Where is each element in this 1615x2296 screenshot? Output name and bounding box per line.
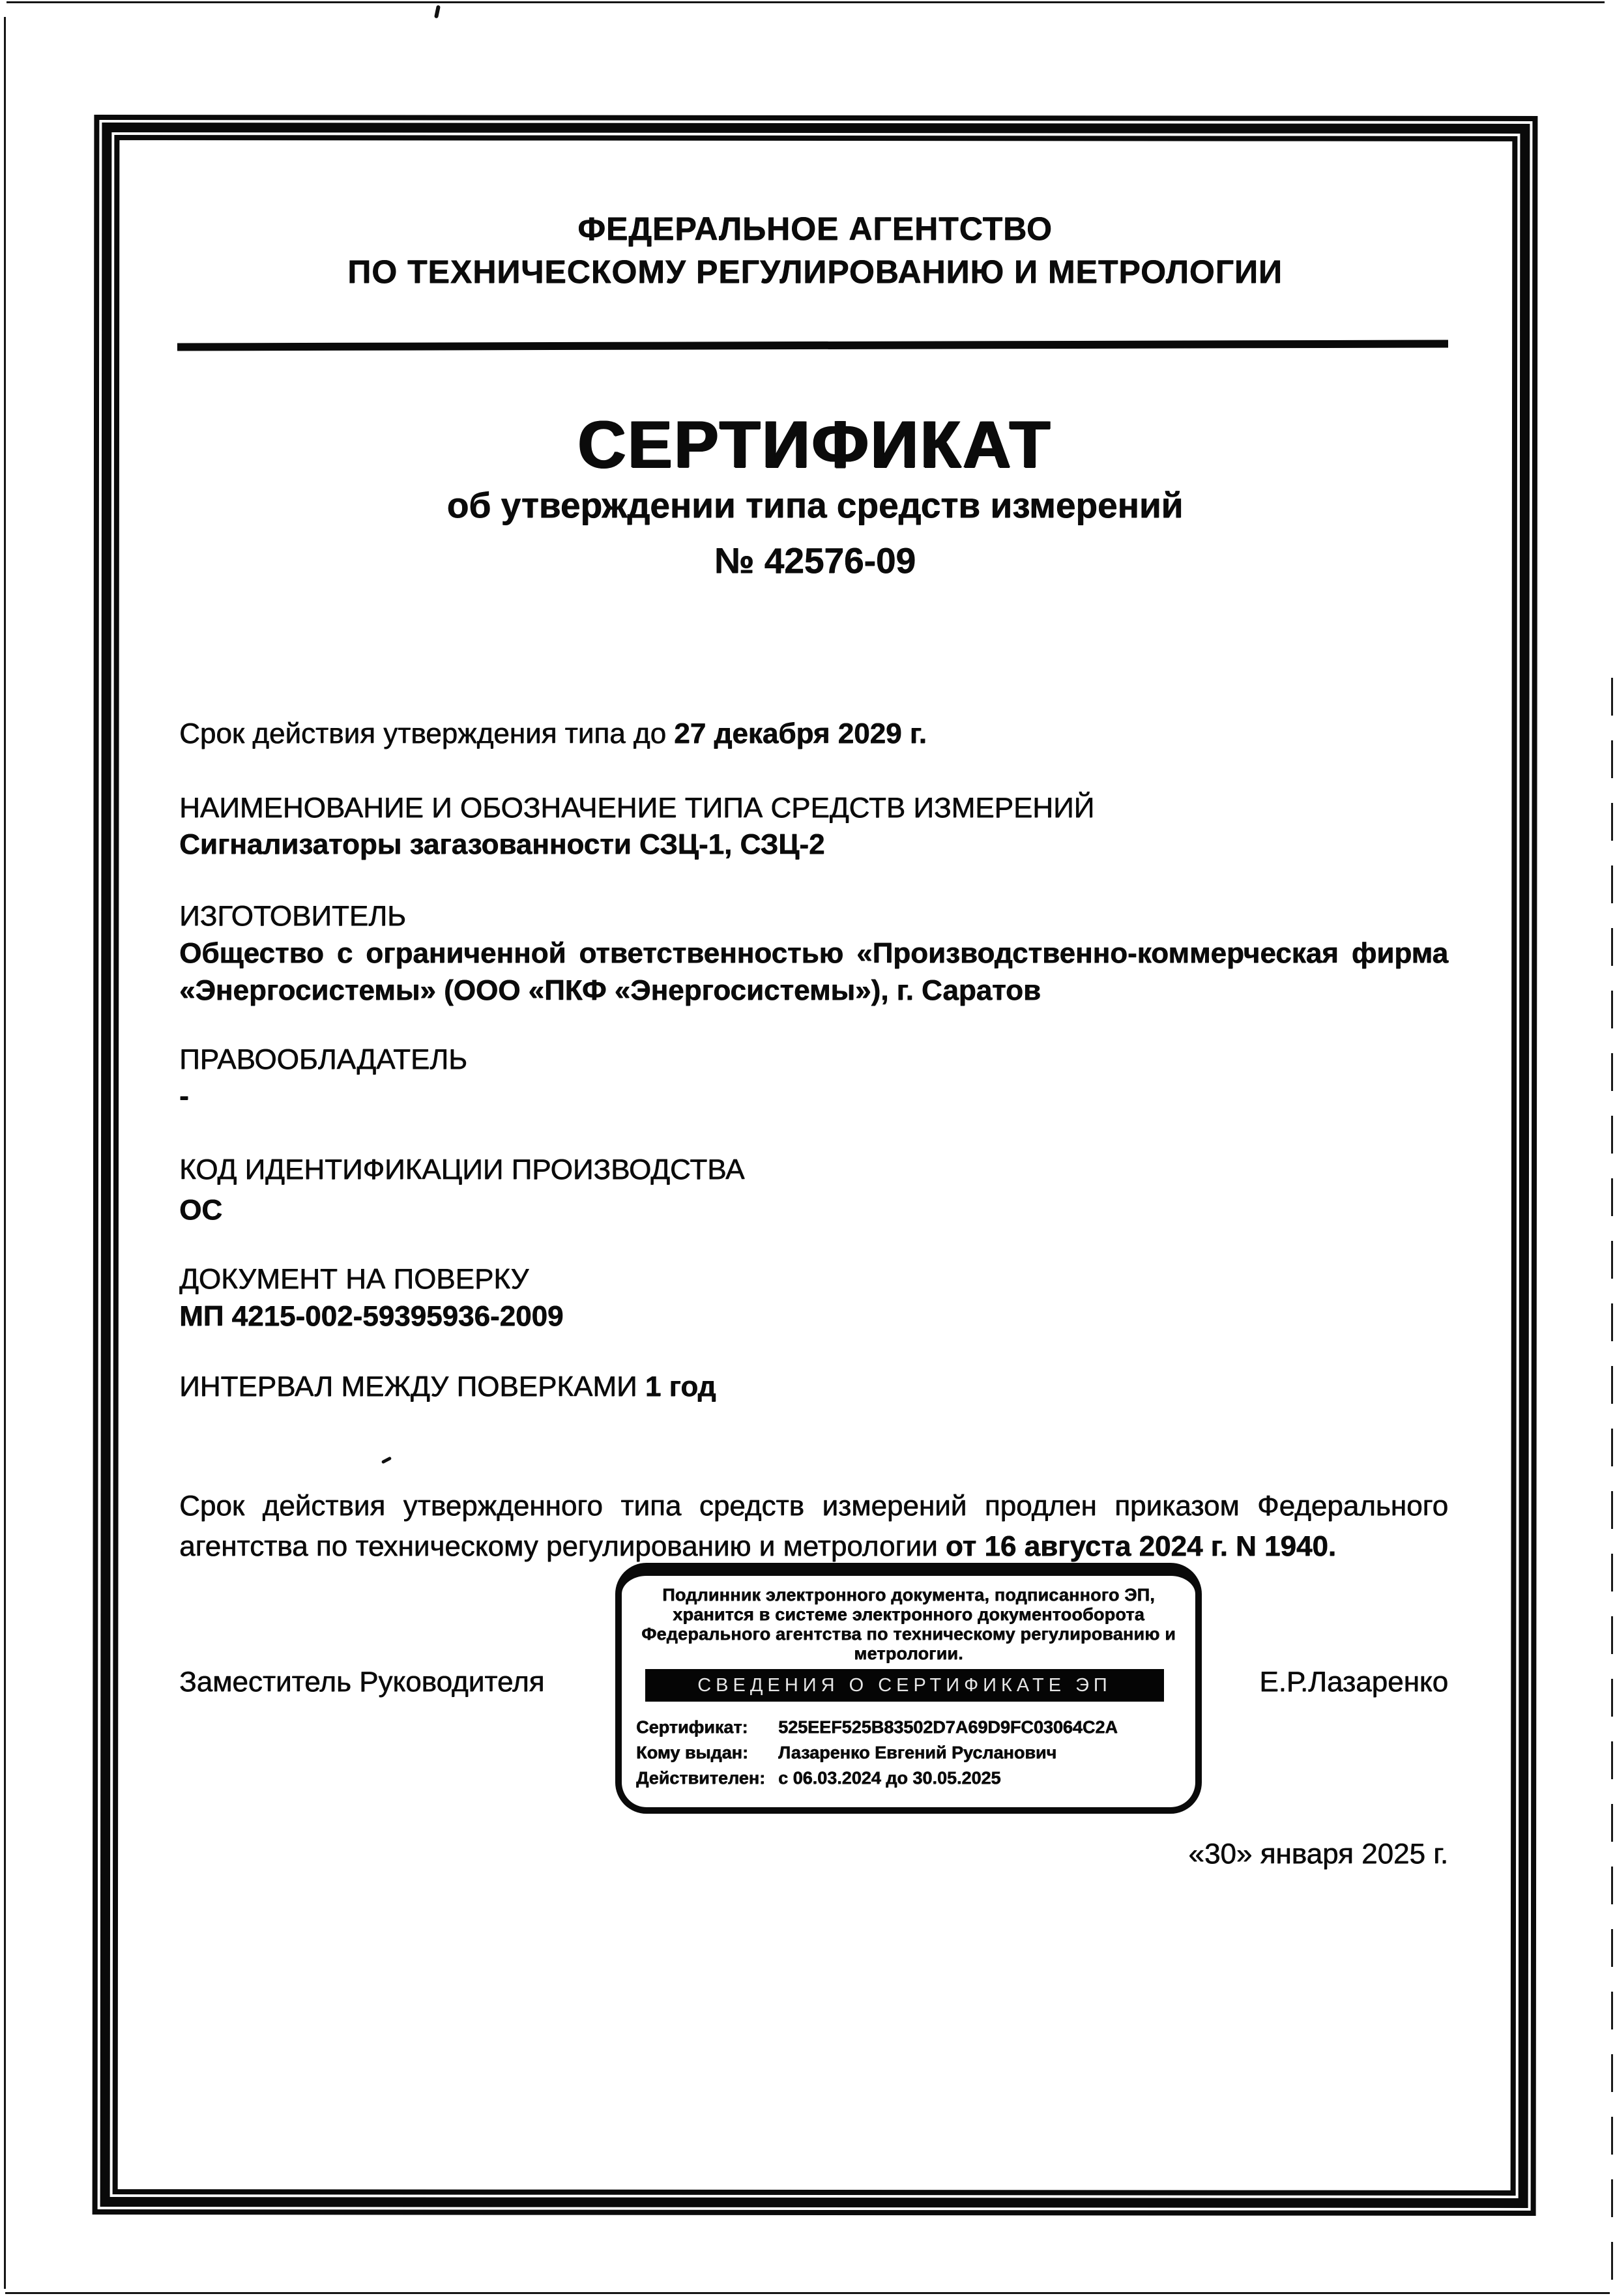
signer-position: Заместитель Руководителя bbox=[179, 1666, 545, 1698]
interval-label: ИНТЕРВАЛ МЕЖДУ ПОВЕРКАМИ bbox=[179, 1371, 645, 1402]
name-label: НАИМЕНОВАНИЕ И ОБОЗНАЧЕНИЕ ТИПА СРЕДСТВ ИЗМЕРЕНИЙ bbox=[179, 792, 1095, 824]
extension-line2-prefix: агентства по техническому регулированию и метрологии bbox=[179, 1530, 946, 1562]
stamp-cert-value: 525EEF525B83502D7A69D9FC03064C2A bbox=[778, 1717, 1118, 1737]
scan-edge-right bbox=[1611, 678, 1613, 2288]
scan-edge-left bbox=[4, 17, 6, 2289]
manufacturer-line2: «Энергосистемы» (ООО «ПКФ «Энергосистемы»), г. Саратов bbox=[179, 974, 1041, 1006]
stamp-title-bar bbox=[645, 1669, 1164, 1702]
manufacturer-section bbox=[179, 897, 1448, 1009]
extension-line2-order: от 16 августа 2024 г. N 1940. bbox=[945, 1530, 1337, 1562]
validity-date: 27 декабря 2029 г. bbox=[674, 718, 927, 749]
rights-holder-value: - bbox=[179, 1080, 189, 1112]
agency-header-line1: ФЕДЕРАЛЬНОЕ АГЕНТСТВО bbox=[577, 211, 1053, 247]
certificate-date: «30» января 2025 г. bbox=[1188, 1838, 1448, 1870]
stamp-valid-label: Действителен: bbox=[636, 1768, 765, 1788]
stamp-info-line2: хранится в системе электронного документооборота bbox=[673, 1605, 1144, 1624]
signer-name: Е.Р.Лазаренко bbox=[1259, 1666, 1448, 1698]
extension-paragraph bbox=[179, 1486, 1448, 1567]
extension-line2 bbox=[179, 1526, 1448, 1567]
certificate-title: СЕРТИФИКАТ bbox=[577, 407, 1053, 482]
production-code-section bbox=[179, 1150, 1448, 1230]
stamp-issued-value: Лазаренко Евгений Русланович bbox=[778, 1743, 1057, 1762]
rights-holder-label: ПРАВООБЛАДАТЕЛЬ bbox=[179, 1043, 467, 1075]
certificate-number: № 42576-09 bbox=[714, 540, 916, 581]
electronic-signature-stamp bbox=[615, 1563, 1202, 1814]
production-code-value: ОС bbox=[179, 1194, 222, 1226]
stamp-cert-row bbox=[636, 1715, 1181, 1740]
stamp-info-text bbox=[636, 1585, 1181, 1663]
scan-edge-bottom bbox=[5, 2292, 1610, 2294]
stamp-certificate-details bbox=[636, 1715, 1181, 1791]
interval-line bbox=[179, 1369, 1448, 1405]
stamp-cert-label: Сертификат: bbox=[636, 1717, 748, 1737]
stamp-info-line3: Федерального агентства по техническому регулированию и bbox=[641, 1624, 1176, 1644]
verification-doc-value: МП 4215-002-59395936-2009 bbox=[179, 1300, 564, 1332]
manufacturer-label: ИЗГОТОВИТЕЛЬ bbox=[179, 900, 406, 932]
scan-edge-top bbox=[7, 1, 1605, 3]
stamp-valid-value: с 06.03.2024 до 30.05.2025 bbox=[778, 1768, 1001, 1788]
verification-doc-section bbox=[179, 1260, 1448, 1335]
validity-line bbox=[179, 716, 1448, 752]
stamp-info-line1: Подлинник электронного документа, подписанного ЭП, bbox=[662, 1585, 1155, 1605]
certificate-subtitle: об утверждении типа средств измерений bbox=[446, 485, 1184, 525]
name-section bbox=[179, 790, 1448, 863]
stamp-valid-row bbox=[636, 1766, 1181, 1791]
scan-speck bbox=[434, 5, 441, 19]
agency-header bbox=[93, 207, 1537, 293]
interval-value: 1 год bbox=[645, 1371, 716, 1402]
stamp-issued-label: Кому выдан: bbox=[636, 1743, 748, 1762]
manufacturer-line1: Общество с ограниченной ответственностью «Производственно-коммерческая фирма bbox=[179, 937, 1448, 969]
agency-header-line2: ПО ТЕХНИЧЕСКОМУ РЕГУЛИРОВАНИЮ И МЕТРОЛОГИИ bbox=[347, 254, 1283, 290]
stamp-issued-row bbox=[636, 1740, 1181, 1766]
stamp-title-bar-text: СВЕДЕНИЯ О СЕРТИФИКАТЕ ЭП bbox=[697, 1674, 1112, 1696]
rights-holder-section bbox=[179, 1041, 1448, 1114]
stamp-info-line4: метрологии. bbox=[854, 1644, 963, 1663]
validity-prefix: Срок действия утверждения типа до bbox=[179, 718, 675, 749]
production-code-label: КОД ИДЕНТИФИКАЦИИ ПРОИЗВОДСТВА bbox=[179, 1154, 745, 1185]
extension-line1: Срок действия утвержденного типа средств измерений продлен приказом Федерального bbox=[179, 1490, 1448, 1522]
verification-doc-label: ДОКУМЕНТ НА ПОВЕРКУ bbox=[179, 1263, 529, 1295]
name-value: Сигнализаторы загазованности СЗЦ-1, СЗЦ-2 bbox=[179, 828, 825, 860]
